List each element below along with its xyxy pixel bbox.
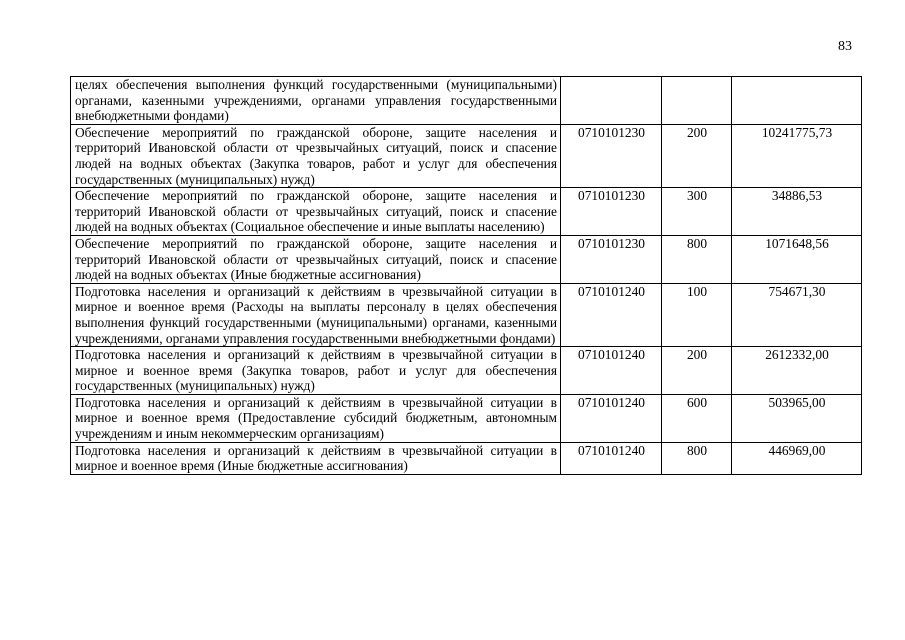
row-expense-type: 200 — [662, 347, 732, 395]
row-amount: 1071648,56 — [732, 235, 862, 283]
row-expense-type: 300 — [662, 188, 732, 236]
row-expense-type: 200 — [662, 124, 732, 187]
table-row — [71, 394, 862, 442]
row-program-code: 0710101240 — [561, 442, 662, 474]
row-amount: 2612332,00 — [732, 347, 862, 395]
row-program-code: 0710101230 — [561, 188, 662, 236]
row-amount — [732, 77, 862, 125]
row-amount: 34886,53 — [732, 188, 862, 236]
row-program-code — [561, 77, 662, 125]
table-row — [71, 124, 862, 187]
row-amount: 10241775,73 — [732, 124, 862, 187]
table-row — [71, 347, 862, 395]
row-program-code: 0710101240 — [561, 394, 662, 442]
table-row — [71, 283, 862, 346]
row-amount: 754671,30 — [732, 283, 862, 346]
budget-table — [70, 76, 862, 475]
row-amount: 446969,00 — [732, 442, 862, 474]
row-program-code: 0710101230 — [561, 124, 662, 187]
row-description: Обеспечение мероприятий по гражданской обороне, защите населения и территорий Ивановской области от чрезвычайных ситуаций, поиск и спасение людей на водных объектах (Иные бюджетные ассигнования) — [71, 235, 561, 283]
page-number: 83 — [838, 39, 852, 54]
row-expense-type: 100 — [662, 283, 732, 346]
row-description: Подготовка населения и организаций к действиям в чрезвычайной ситуации в мирное и военное время (Закупка товаров, работ и услуг для обеспечения государственных (муниципальных) нужд) — [71, 347, 561, 395]
table-row — [71, 77, 862, 125]
row-program-code: 0710101230 — [561, 235, 662, 283]
row-program-code: 0710101240 — [561, 283, 662, 346]
row-program-code: 0710101240 — [561, 347, 662, 395]
row-description: Обеспечение мероприятий по гражданской обороне, защите населения и территорий Ивановской области от чрезвычайных ситуаций, поиск и спасение людей на водных объектах (Социальное обеспечение и иные выплаты населению) — [71, 188, 561, 236]
row-expense-type: 800 — [662, 442, 732, 474]
row-description: Подготовка населения и организаций к действиям в чрезвычайной ситуации в мирное и военное время (Иные бюджетные ассигнования) — [71, 442, 561, 474]
row-expense-type — [662, 77, 732, 125]
row-expense-type: 800 — [662, 235, 732, 283]
row-description: Подготовка населения и организаций к действиям в чрезвычайной ситуации в мирное и военное время (Расходы на выплаты персоналу в целях обеспечения выполнения функций государственными (муниципальными) органами, казенными учреждениями, органами управления государственными внебюджетными фондами) — [71, 283, 561, 346]
budget-table-body — [71, 77, 862, 475]
row-expense-type: 600 — [662, 394, 732, 442]
row-description: Обеспечение мероприятий по гражданской обороне, защите населения и территорий Ивановской области от чрезвычайных ситуаций, поиск и спасение людей на водных объектах (Закупка товаров, работ и услуг для обеспечения государственных (муниципальных) нужд) — [71, 124, 561, 187]
table-row — [71, 442, 862, 474]
table-row — [71, 188, 862, 236]
row-amount: 503965,00 — [732, 394, 862, 442]
row-description: целях обеспечения выполнения функций государственными (муниципальными) органами, казенными учреждениями, органами управления государственными внебюджетными фондами) — [71, 77, 561, 125]
table-row — [71, 235, 862, 283]
row-description: Подготовка населения и организаций к действиям в чрезвычайной ситуации в мирное и военное время (Предоставление субсидий бюджетным, автономным учреждениям и иным некоммерческим организациям) — [71, 394, 561, 442]
